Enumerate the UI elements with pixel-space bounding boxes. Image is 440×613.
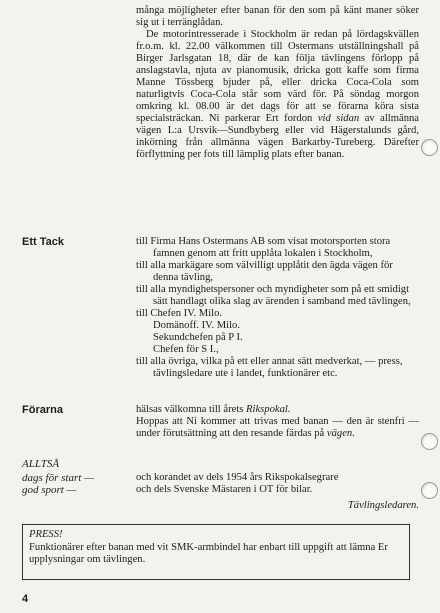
binder-hole <box>421 139 438 156</box>
section-label-thanks: Ett Tack <box>22 236 64 248</box>
alltsa-start-line: dags för start — <box>22 472 94 484</box>
thanks-item: till alla markägare som välvilligt upplåtit den ägda vägen för denna tävling, <box>136 260 393 283</box>
greeting-text <box>136 404 419 440</box>
binder-hole <box>421 433 438 450</box>
press-title: PRESS! <box>29 529 63 540</box>
alltsa-label: ALLTSÅ <box>22 458 60 470</box>
closing-line: och dels Svenske Mästaren i OT för bilar. <box>136 484 313 495</box>
press-text: Funktionärer efter banan med vit SMK-armbindel har enbart till uppgift att lämna Er upplysningar om tävlingen. <box>29 541 388 565</box>
thanks-item: till alla myndighetspersoner och myndigheter som på ett smidigt sätt handlagt olika slag av ärenden i samband med tävlingen, <box>136 284 411 307</box>
paragraph-intro: många möjligheter efter banan för den som på känt maner söker sig ut i terränglådan. <box>136 5 419 28</box>
section-label-drivers: Förarna <box>22 404 63 416</box>
greeting-line: hälsas välkomna till årets Rikspokal. <box>136 404 291 415</box>
thanks-subitem: Domänoff. IV. Milo. <box>153 320 241 331</box>
closing-line: och korandet av dels 1954 års Rikspokalsegrare <box>136 472 339 483</box>
page-number: 4 <box>22 593 29 605</box>
main-text-column <box>136 5 419 161</box>
thanks-subitem: Chefen för S I., <box>153 344 219 355</box>
paragraph-stockholm: De motorintresserade i Stockholm är redan på lördagskvällen fr.o.m. kl. 22.00 välkommen till Ostermans utställningshall på Birger Jarlsgatan 18, där de kan följa tävlingens förlopp på anslagstavla, njuta av pianomusik, dricka gott kaffe som firma Manne Tössberg bjuder på, eller dricka Coca-Cola som naturligtvis Coca-Cola står som värd för. På söndag morgon omkring kl. 08.00 är det dags för att se förarna köra sista specialsträckan. Ni parkerar Ert fordon vid sidan av allmänna vägen L:a Ursvik—Sundbyberg eller vid Hägerstalunds gård, inkörning från allmänna vägen Barkarby-Tureberg. Därefter förflyttning per fots till lämplig plats efter banan. <box>136 29 419 160</box>
binder-hole <box>421 482 438 499</box>
greeting-line: Hoppas att Ni kommer att trivas med banan — den är stenfri — under förutsättning att den resande färdas på vägen. <box>136 416 419 439</box>
thanks-item: till Firma Hans Ostermans AB som visat motorsporten stora famnen genom att fritt upplåta lokalen i Stockholm, <box>136 236 391 259</box>
press-notice-box <box>22 524 410 580</box>
closing-text <box>136 472 419 496</box>
thanks-item: till Chefen IV. Milo. <box>136 308 223 319</box>
thanks-list <box>136 236 419 380</box>
alltsa-sport-line: god sport — <box>22 484 77 496</box>
signature: Tävlingsledaren. <box>347 500 419 511</box>
thanks-subitem: Sekundchefen på P I. <box>153 332 243 343</box>
thanks-item: till alla övriga, vilka på ett eller annat sätt medverkat, — press, tävlingsledare ute i landet, funktionärer etc. <box>136 356 403 379</box>
